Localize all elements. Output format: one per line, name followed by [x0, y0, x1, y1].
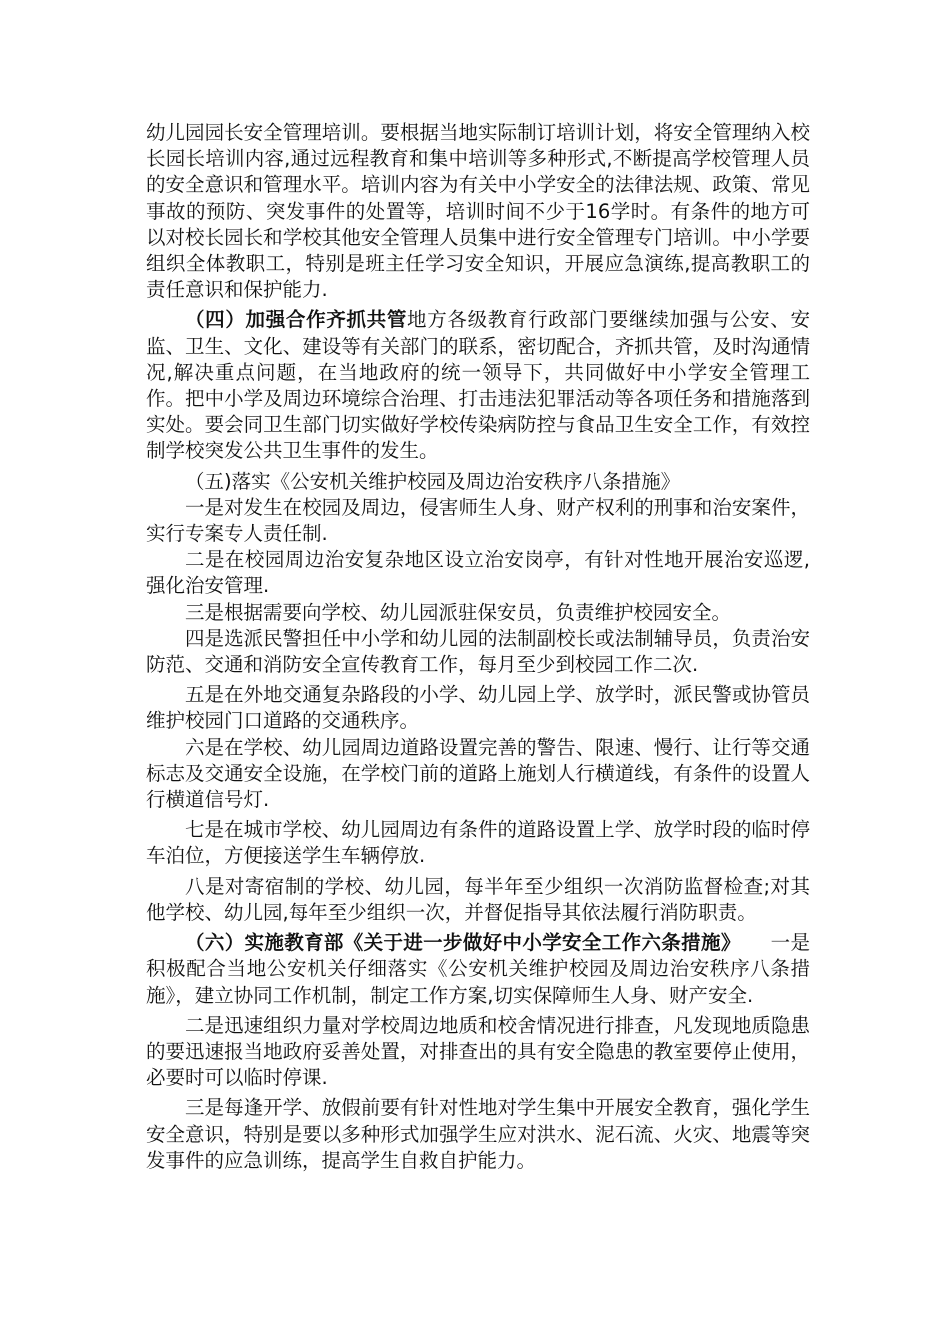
section-6-item: 二是迅速组织力量对学校周边地质和校舍情况进行排查，凡发现地质隐患的要迅速报当地政府妥善处置，对排查出的具有安全隐患的教室要停止使用，必要时可以临时停课. [146, 1013, 810, 1090]
section-6-heading: （六）实施教育部《关于进一步做好中小学安全工作六条措施》 [185, 931, 731, 955]
section-4-heading: （四）加强合作齐抓共管 [185, 308, 408, 332]
measure-item: 一是对发生在校园及周边，侵害师生人身、财产权利的刑事和治安案件，实行专案专人责任制. [146, 495, 810, 546]
measure-item: 八是对寄宿制的学校、幼儿园，每半年至少组织一次消防监督检查;对其他学校、幼儿园,每年至少组织一次，并督促指导其依法履行消防职责。 [146, 874, 810, 924]
paragraph-training: 幼儿园园长安全管理培训。要根据当地实际制订培训计划，将安全管理纳入校长园长培训内容,通过远程教育和集中培训等多种形式,不断提高学校管理人员的安全意识和管理水平。培训内容为有关中小学安全的法律法规、政策、常见事故的预防、突发事件的处置等，培训时间不少于16学时。有条件的地方可以对校长园长和学校其他安全管理人员集中进行安全管理专门培训。中小学要组织全体教职工，特别是班主任学习安全知识，开展应急演练,提高教职工的责任意识和保护能力. [146, 121, 810, 302]
measure-item: 四是选派民警担任中小学和幼儿园的法制副校长或法制辅导员，负责治安防范、交通和消防安全宣传教育工作，每月至少到校园工作二次. [146, 626, 810, 677]
measure-item: 二是在校园周边治安复杂地区设立治安岗亭，有针对性地开展治安巡逻,强化治安管理. [146, 548, 810, 598]
measure-item: 六是在学校、幼儿园周边道路设置完善的警告、限速、慢行、让行等交通标志及交通安全设施，在学校门前的道路上施划人行横道线，有条件的设置人行横道信号灯. [146, 735, 810, 812]
measure-item: 三是根据需要向学校、幼儿园派驻保安员，负责维护校园安全。 [185, 600, 732, 624]
section-5-heading: （五)落实《公安机关维护校园及周边治安秩序八条措施》 [185, 469, 681, 493]
section-6-paragraph [146, 930, 810, 1009]
measure-item: 五是在外地交通复杂路段的小学、幼儿园上学、放学时，派民警或协管员维护校园门口道路的交通秩序。 [146, 683, 810, 733]
section-6-item: 三是每逢开学、放假前要有针对性地对学生集中开展安全教育，强化学生安全意识，特别是要以多种形式加强学生应对洪水、泥石流、火灾、地震等突发事件的应急训练，提高学生自救自护能力。 [146, 1096, 810, 1172]
section-4-text: 地方各级教育行政部门要继续加强与公安、安监、卫生、文化、建设等有关部门的联系，密切配合，齐抓共管，及时沟通情况,解决重点问题，在当地政府的统一领导下，共同做好中小学安全管理工作。把中小学及周边环境综合治理、打击违法犯罪活动等各项任务和措施落到实处。要会同卫生部门切实做好学校传染病防控与食品卫生安全工作，有效控制学校突发公共卫生事件的发生。 [146, 308, 810, 463]
measure-item: 七是在城市学校、幼儿园周边有条件的道路设置上学、放学时段的临时停车泊位，方便接送学生车辆停放. [146, 818, 810, 868]
section-6-text: 一是积极配合当地公安机关仔细落实《公安机关维护校园及周边治安秩序八条措施》，建立协同工作机制，制定工作方案,切实保障师生人身、财产安全. [146, 931, 810, 1007]
document-page [146, 120, 810, 1174]
section-4-paragraph [146, 307, 810, 464]
